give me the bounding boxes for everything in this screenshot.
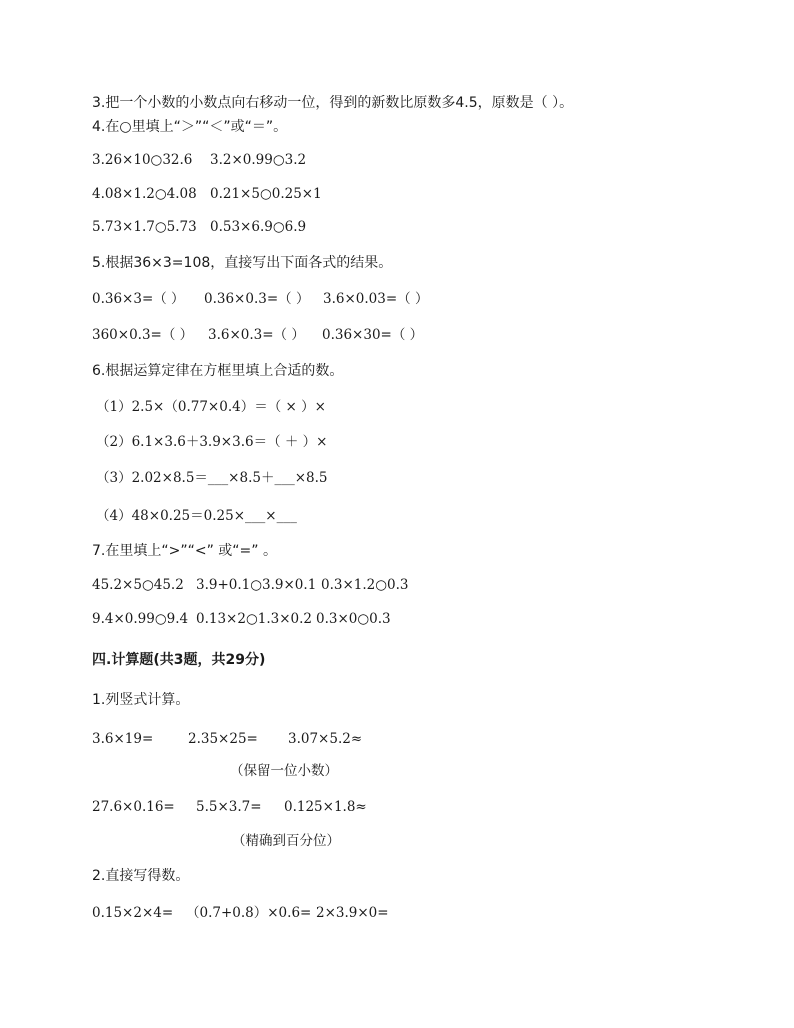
q7-row1-item2: 3.9+0.1○3.9×0.1 — [196, 577, 317, 593]
q5-row1-item2: 0.36×0.3=（ ） — [204, 291, 310, 307]
question-3: 3.把一个小数的小数点向右移动一位，得到的新数比原数多4.5，原数是（ ）。 — [92, 95, 574, 111]
q6-item4: （4）48×0.25＝0.25×___×___ — [96, 508, 297, 524]
q6-item2: （2）6.1×3.6＋3.9×3.6＝（ ＋ ）× — [96, 434, 328, 450]
question-4-title: 4.在○里填上“＞”“＜”或“＝”。 — [92, 119, 288, 135]
q4-row3-item2: 0.53×6.9○6.9 — [210, 219, 307, 235]
q6-item1: （1）2.5×（0.77×0.4）＝（ × ）× — [96, 399, 326, 415]
q5-row2-item3: 0.36×30=（ ） — [322, 327, 424, 343]
q6-item3: （3）2.02×8.5＝___×8.5＋___×8.5 — [96, 470, 328, 486]
q5-row1-item3: 3.6×0.03=（ ） — [323, 291, 429, 307]
calc-2-title: 2.直接写得数。 — [92, 868, 190, 884]
q7-row2-item3: 0.3×0○0.3 — [316, 611, 391, 627]
c1-row1-item3: 3.07×5.2≈ — [288, 731, 363, 747]
c1-row1-item1: 3.6×19= — [92, 731, 154, 747]
c1-row2-item3: 0.125×1.8≈ — [284, 799, 367, 815]
q5-row2-item2: 3.6×0.3=（ ） — [208, 327, 305, 343]
question-5-title: 5.根据36×3=108，直接写出下面各式的结果。 — [92, 255, 393, 271]
c1-row2-item2: 5.5×3.7= — [196, 799, 262, 815]
c2-item2: （0.7+0.8）×0.6= — [186, 905, 312, 921]
c1-row2-item1: 27.6×0.16= — [92, 799, 175, 815]
q5-row2-item1: 360×0.3=（ ） — [92, 327, 194, 343]
c1-note2: （精确到百分位） — [232, 833, 340, 849]
q5-row1-item1: 0.36×3=（ ） — [92, 291, 185, 307]
q4-row2-item1: 4.08×1.2○4.08 — [92, 186, 197, 202]
c2-item3: 2×3.9×0= — [316, 905, 389, 921]
c1-note1: （保留一位小数） — [230, 763, 338, 779]
q7-row1-item3: 0.3×1.2○0.3 — [321, 577, 409, 593]
section-4-heading: 四.计算题(共3题，共29分) — [92, 652, 266, 668]
c2-item1: 0.15×2×4= — [92, 905, 174, 921]
question-7-title: 7.在里填上“>”“<” 或“=” 。 — [92, 543, 277, 559]
c1-row1-item2: 2.35×25= — [188, 731, 258, 747]
q4-row2-item2: 0.21×5○0.25×1 — [210, 186, 322, 202]
question-6-title: 6.根据运算定律在方框里填上合适的数。 — [92, 363, 344, 379]
q4-row3-item1: 5.73×1.7○5.73 — [92, 219, 197, 235]
calc-1-title: 1.列竖式计算。 — [92, 692, 190, 708]
q7-row1-item1: 45.2×5○45.2 — [92, 577, 184, 593]
q4-row1-item1: 3.26×10○32.6 — [92, 152, 193, 168]
q7-row2-item1: 9.4×0.99○9.4 — [92, 611, 189, 627]
q7-row2-item2: 0.13×2○1.3×0.2 — [196, 611, 312, 627]
q4-row1-item2: 3.2×0.99○3.2 — [210, 152, 307, 168]
